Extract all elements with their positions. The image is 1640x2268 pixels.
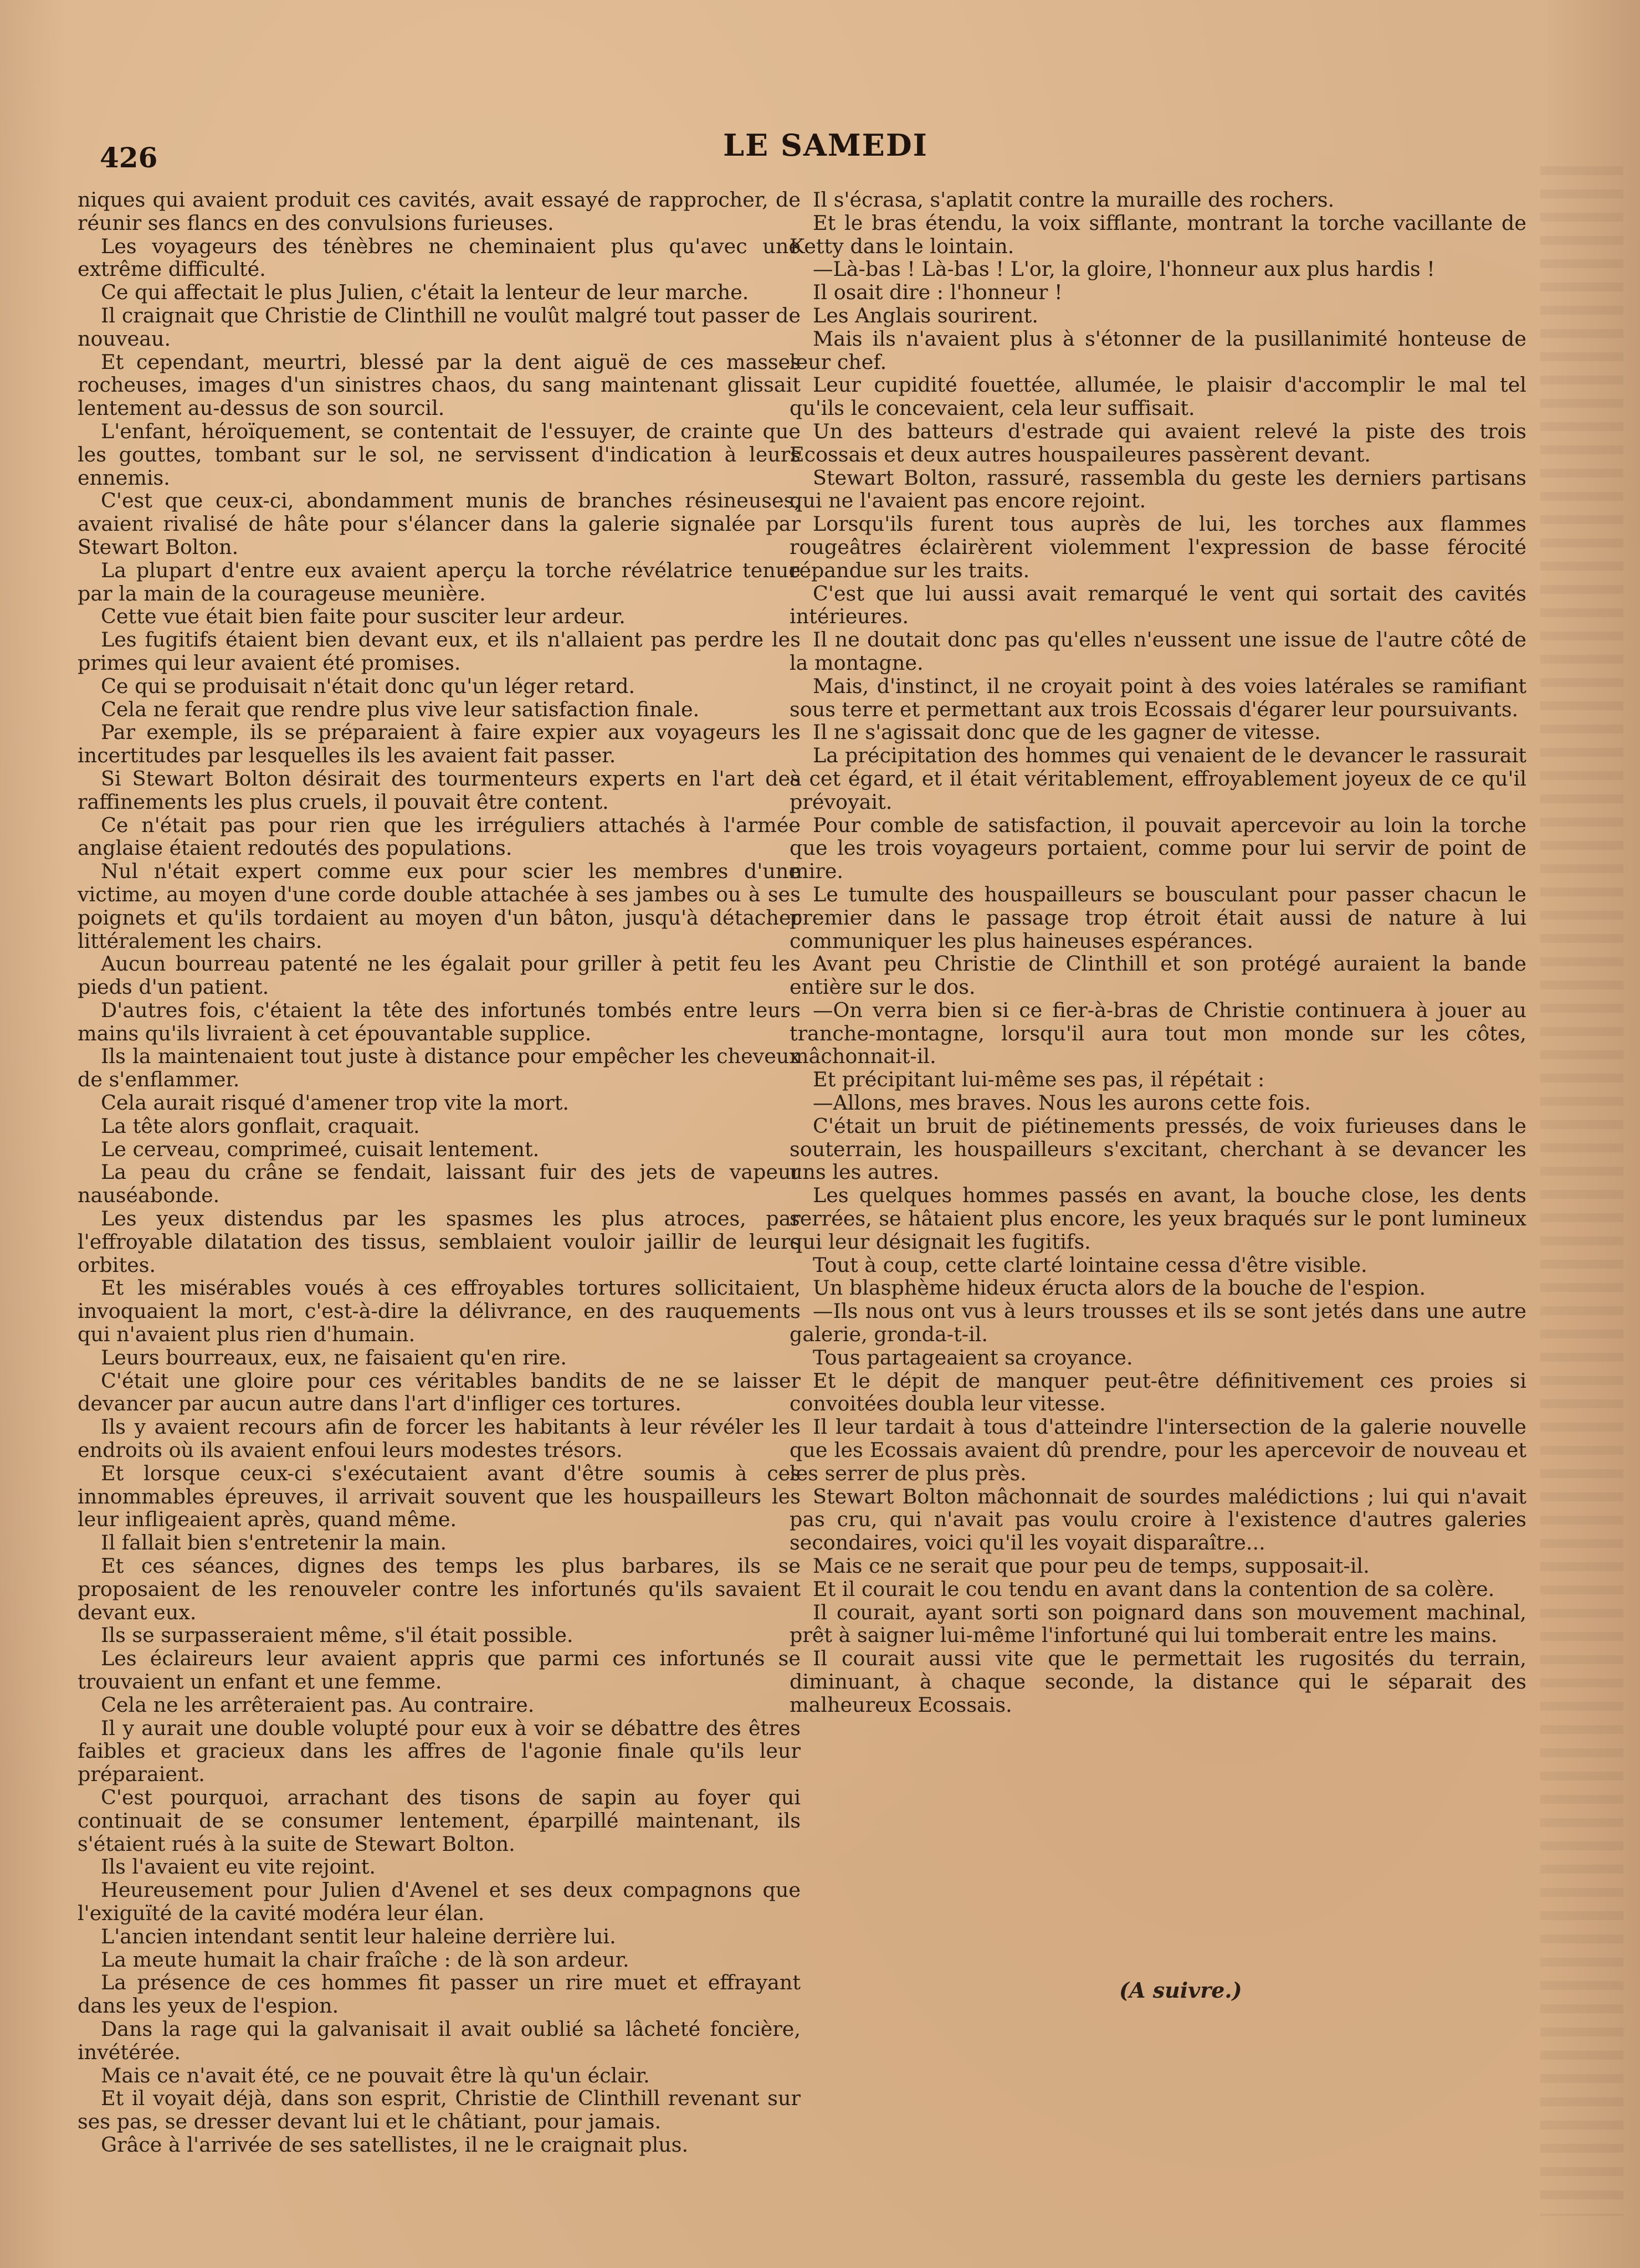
paragraph: Lorsqu'ils furent tous auprès de lui, les torches aux flammes rougeâtres éclairèrent violemment l'expression de basse férocité répandue sur les traits. bbox=[790, 512, 1526, 582]
paragraph: —On verra bien si ce fier-à-bras de Christie continuera à jouer au tranche-montagne, lorsqu'il aura tout mon monde sur les côtes, mâchonnait-il. bbox=[790, 998, 1526, 1069]
paragraph: —Ils nous ont vus à leurs trousses et ils se sont jetés dans une autre galerie, gronda-t-il. bbox=[790, 1299, 1526, 1347]
paragraph: Les yeux distendus par les spasmes les plus atroces, par l'effroyable dilatation des tissus, semblaient vouloir jaillir de leurs orbites. bbox=[78, 1207, 801, 1277]
paragraph: Il leur tardait à tous d'atteindre l'intersection de la galerie nouvelle que les Ecossais avaient dû prendre, pour les apercevoir de nouveau et les serrer de plus près. bbox=[790, 1415, 1526, 1485]
paragraph: La meute humait la chair fraîche : de là son ardeur. bbox=[101, 1947, 629, 1972]
running-head: LE SAMEDI bbox=[723, 127, 928, 163]
paragraph: Et cependant, meurtri, blessé par la dent aiguë de ces masses rocheuses, images d'un sinistres chaos, du sang maintenant glissait lentement au-dessus de son sourcil. bbox=[78, 350, 801, 420]
paragraph: Cela ne ferait que rendre plus vive leur satisfaction finale. bbox=[101, 697, 700, 721]
paragraph: —Là-bas ! Là-bas ! L'or, la gloire, l'honneur aux plus hardis ! bbox=[813, 257, 1435, 281]
paragraph: Le tumulte des houspailleurs se bousculant pour passer chacun le premier dans le passage trop étroit était aussi de nature à lui communiquer les plus haineuses espérances. bbox=[790, 882, 1526, 953]
paragraph: Leurs bourreaux, eux, ne faisaient qu'en rire. bbox=[101, 1345, 567, 1369]
paragraph: Et ces séances, dignes des temps les plus barbares, ils se proposaient de les renouveler contre les infortunés qu'ils savaient devant eux. bbox=[78, 1554, 801, 1624]
paragraph: C'était une gloire pour ces véritables bandits de ne se laisser devancer par aucun autre dans l'art d'infliger ces tortures. bbox=[78, 1368, 801, 1416]
paragraph: Cette vue était bien faite pour susciter leur ardeur. bbox=[101, 604, 626, 629]
paragraph: Les quelques hommes passés en avant, la bouche close, les dents serrées, se hâtaient plus encore, les yeux braqués sur le pont lumineux qui leur désignait les fugitifs. bbox=[790, 1183, 1526, 1254]
paragraph: Nul n'était expert comme eux pour scier les membres d'une victime, au moyen d'une corde double attachée à ses jambes ou à ses poignets et qu'ils tordaient au moyen d'un bâton, jusqu'à détacher littéralement les chairs. bbox=[78, 859, 801, 953]
facing-page-bleed-through bbox=[1540, 166, 1623, 2216]
paragraph: Ils y avaient recours afin de forcer les habitants à leur révéler les endroits où ils avaient enfoui leurs modestes trésors. bbox=[78, 1415, 801, 1463]
paragraph: Dans la rage qui la galvanisait il avait oublié sa lâcheté foncière, invétérée. bbox=[78, 2016, 801, 2064]
paragraph: Tout à coup, cette clarté lointaine cessa d'être visible. bbox=[813, 1253, 1367, 1277]
paragraph: Ils l'avaient eu vite rejoint. bbox=[101, 1855, 376, 1879]
paragraph: Et les misérables voués à ces effroyables tortures sollicitaient, invoquaient la mort, c'est-à-dire la délivrance, en des rauquements qui n'avaient plus rien d'humain. bbox=[78, 1276, 801, 1347]
paragraph: —Allons, mes braves. Nous les aurons cette fois. bbox=[813, 1091, 1311, 1115]
paragraph: Il s'écrasa, s'aplatit contre la muraille des rochers. bbox=[813, 188, 1335, 212]
to-be-continued-note: (A suivre.) bbox=[1119, 1978, 1242, 2003]
paragraph: Tous partageaient sa croyance. bbox=[813, 1345, 1133, 1369]
paragraph: Il ne doutait donc pas qu'elles n'eussent une issue de l'autre côté de la montagne. bbox=[790, 628, 1526, 675]
paragraph: C'est pourquoi, arrachant des tisons de sapin au foyer qui continuait de se consumer lentement, éparpillé maintenant, ils s'étaient rués à la suite de Stewart Bolton. bbox=[78, 1785, 801, 1856]
paragraph: Mais, d'instinct, il ne croyait point à des voies latérales se ramifiant sous terre et permettant aux trois Ecossais d'égarer leur poursuivants. bbox=[790, 674, 1526, 721]
left-column bbox=[78, 188, 801, 2157]
paragraph: Et lorsque ceux-ci s'exécutaient avant d'être soumis à ces innommables épreuves, il arrivait souvent que les houspailleurs les leur infligeaient après, quand même. bbox=[78, 1461, 801, 1532]
page-number: 426 bbox=[100, 141, 158, 174]
paragraph: Mais ce n'avait été, ce ne pouvait être là qu'un éclair. bbox=[101, 2063, 650, 2087]
paragraph: Les Anglais sourirent. bbox=[813, 303, 1039, 327]
paragraph: Et précipitant lui-même ses pas, il répétait : bbox=[813, 1068, 1265, 1092]
paragraph: La présence de ces hommes fit passer un rire muet et effrayant dans les yeux de l'espion. bbox=[78, 1971, 801, 2018]
paragraph: Il osait dire : l'honneur ! bbox=[813, 280, 1063, 305]
paragraph: Il courait aussi vite que le permettait les rugosités du terrain, diminuant, à chaque seconde, la distance qui le séparait des malheureux Ecossais. bbox=[790, 1646, 1526, 1717]
paragraph: Grâce à l'arrivée de ses satellistes, il ne le craignait plus. bbox=[101, 2132, 689, 2157]
paragraph: Ils se surpasseraient même, s'il était possible. bbox=[101, 1623, 573, 1648]
paragraph: Stewart Bolton mâchonnait de sourdes malédictions ; lui qui n'avait pas cru, qui n'avait pas voulu croire à l'existence d'autres galeries secondaires, voici qu'il les voyait disparaître... bbox=[790, 1484, 1526, 1555]
paragraph: Ce qui se produisait n'était donc qu'un léger retard. bbox=[101, 674, 636, 698]
paragraph: L'enfant, héroïquement, se contentait de l'essuyer, de crainte que les gouttes, tombant sur le sol, ne servissent d'indication à leurs ennemis. bbox=[78, 419, 801, 490]
paragraph: Il ne s'agissait donc que de les gagner de vitesse. bbox=[813, 720, 1321, 745]
paragraph: Leur cupidité fouettée, allumée, le plaisir d'accomplir le mal tel qu'ils le concevaient, cela leur suffisait. bbox=[790, 373, 1526, 420]
paragraph: Stewart Bolton, rassuré, rassembla du geste les derniers partisans qui ne l'avaient pas encore rejoint. bbox=[790, 465, 1526, 513]
paragraph: Et le bras étendu, la voix sifflante, montrant la torche vacillante de Ketty dans le lointain. bbox=[790, 211, 1526, 258]
paragraph: Il fallait bien s'entretenir la main. bbox=[101, 1531, 447, 1555]
paragraph: Si Stewart Bolton désirait des tourmenteurs experts en l'art des raffinements les plus cruels, il pouvait être content. bbox=[78, 766, 801, 814]
paragraph: Il craignait que Christie de Clinthill ne voulût malgré tout passer de nouveau. bbox=[78, 303, 801, 351]
paragraph: Le cerveau, comprimeé, cuisait lentement. bbox=[101, 1137, 540, 1161]
paragraph: Les voyageurs des ténèbres ne cheminaient plus qu'avec une extrême difficulté. bbox=[78, 234, 801, 281]
paragraph: Pour comble de satisfaction, il pouvait apercevoir au loin la torche que les trois voyageurs portaient, comme pour lui servir de point de mire. bbox=[790, 813, 1526, 884]
right-column bbox=[790, 188, 1526, 1717]
paragraph: Et il voyait déjà, dans son esprit, Christie de Clinthill revenant sur ses pas, se dresser devant lui et le châtiant, pour jamais. bbox=[78, 2086, 801, 2134]
paragraph: Il courait, ayant sorti son poignard dans son mouvement machinal, prêt à saigner lui-même l'infortuné qui lui tomberait entre les mains. bbox=[790, 1600, 1526, 1648]
paragraph: Aucun bourreau patenté ne les égalait pour griller à petit feu les pieds d'un patient. bbox=[78, 952, 801, 999]
paragraph: C'est que ceux-ci, abondamment munis de branches résineuses, avaient rivalisé de hâte pour s'élancer dans la galerie signalée par Stewart Bolton. bbox=[78, 489, 801, 559]
paragraph: C'était un bruit de piétinements pressés, de voix furieuses dans le souterrain, les houspailleurs s'excitant, cherchant à se devancer les uns les autres. bbox=[790, 1114, 1526, 1184]
paragraph: Et il courait le cou tendu en avant dans la contention de sa colère. bbox=[813, 1577, 1495, 1601]
paragraph: Et le dépit de manquer peut-être définitivement ces proies si convoitées doubla leur vitesse. bbox=[790, 1368, 1526, 1416]
paragraph: La peau du crâne se fendait, laissant fuir des jets de vapeur nauséabonde. bbox=[78, 1160, 801, 1208]
paragraph: Les fugitifs étaient bien devant eux, et ils n'allaient pas perdre les primes qui leur avaient été promises. bbox=[78, 628, 801, 675]
paragraph: La plupart d'entre eux avaient aperçu la torche révélatrice tenue par la main de la courageuse meunière. bbox=[78, 558, 801, 606]
paragraph: Mais ce ne serait que pour peu de temps, supposait-il. bbox=[813, 1554, 1370, 1578]
paragraph: Ce qui affectait le plus Julien, c'était la lenteur de leur marche. bbox=[101, 280, 749, 305]
paragraph: niques qui avaient produit ces cavités, avait essayé de rapprocher, de réunir ses flancs en des convulsions furieuses. bbox=[78, 188, 801, 235]
paragraph: La tête alors gonflait, craquait. bbox=[101, 1114, 420, 1138]
paragraph: Mais ils n'avaient plus à s'étonner de la pusillanimité honteuse de leur chef. bbox=[790, 326, 1526, 374]
paragraph: Cela ne les arrêteraient pas. Au contraire. bbox=[101, 1692, 535, 1717]
paragraph: Il y aurait une double volupté pour eux à voir se débattre des êtres faibles et gracieux dans les affres de l'agonie finale qu'ils leur préparaient. bbox=[78, 1716, 801, 1787]
paragraph: Heureusement pour Julien d'Avenel et ses deux compagnons que l'exiguïté de la cavité modéra leur élan. bbox=[78, 1878, 801, 1925]
paragraph: Les éclaireurs leur avaient appris que parmi ces infortunés se trouvaient un enfant et une femme. bbox=[78, 1646, 801, 1694]
paragraph: Par exemple, ils se préparaient à faire expier aux voyageurs les incertitudes par lesquelles ils les avaient fait passer. bbox=[78, 720, 801, 768]
paragraph: L'ancien intendant sentit leur haleine derrière lui. bbox=[101, 1924, 616, 1948]
paragraph: Un blasphème hideux éructa alors de la bouche de l'espion. bbox=[813, 1276, 1426, 1300]
paragraph: C'est que lui aussi avait remarqué le vent qui sortait des cavités intérieures. bbox=[790, 581, 1526, 629]
paragraph: Un des batteurs d'estrade qui avaient relevé la piste des trois Ecossais et deux autres houspaileures passèrent devant. bbox=[790, 419, 1526, 466]
paragraph: D'autres fois, c'étaient la tête des infortunés tombés entre leurs mains qu'ils livraient à cet épouvantable supplice. bbox=[78, 998, 801, 1045]
paragraph: Avant peu Christie de Clinthill et son protégé auraient la bande entière sur le dos. bbox=[790, 952, 1526, 999]
paragraph: Cela aurait risqué d'amener trop vite la mort. bbox=[101, 1091, 570, 1115]
paragraph: Ce n'était pas pour rien que les irréguliers attachés à l'armée anglaise étaient redoutés des populations. bbox=[78, 813, 801, 860]
paragraph: La précipitation des hommes qui venaient de le devancer le rassurait à cet égard, et il était véritablement, effroyablement joyeux de ce qu'il prévoyait. bbox=[790, 743, 1526, 814]
paragraph: Ils la maintenaient tout juste à distance pour empêcher les cheveux de s'enflammer. bbox=[78, 1044, 801, 1092]
